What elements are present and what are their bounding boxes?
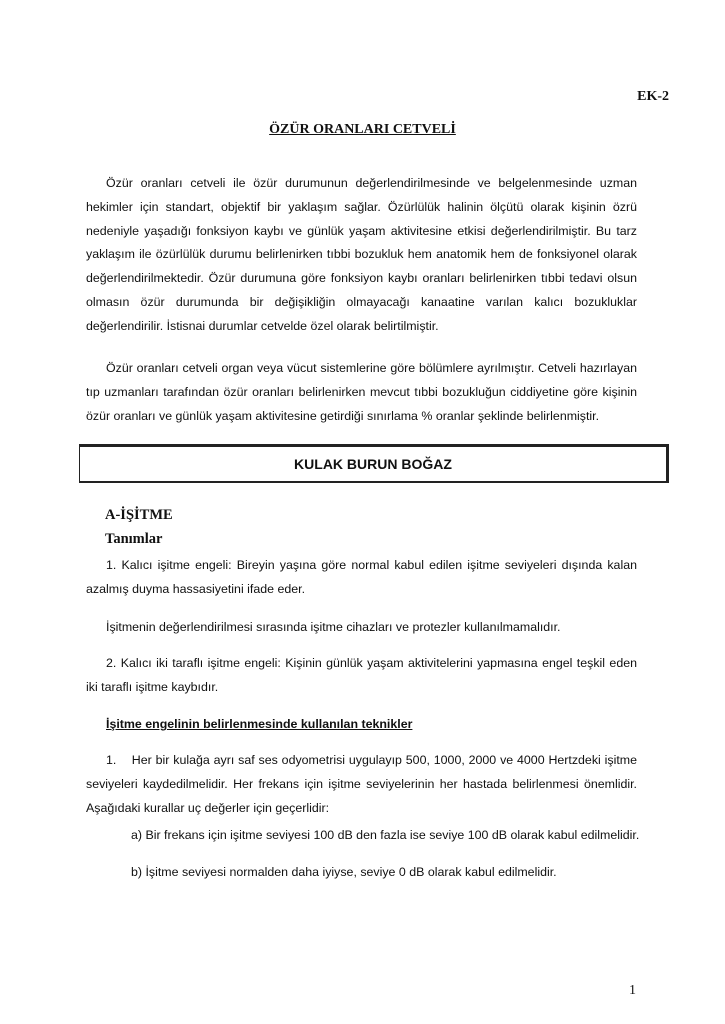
technique-1: 1. Her bir kulağa ayrı saf ses odyometrisi uygulayıp 500, 1000, 2000 ve 4000 Hertzdeki işitme seviyeleri kaydedilmelidir. Her frekans için işitme seviyelerinin her hastada belirlenmesi önemlidir. Aşağıdaki kurallar uç değerler için geçerlidir: bbox=[86, 753, 637, 815]
page-number: 1 bbox=[629, 983, 636, 998]
section-header-box bbox=[79, 444, 669, 483]
document-code: EK-2 bbox=[637, 89, 669, 104]
evaluation-note: İşitmenin değerlendirilmesi sırasında işitme cihazları ve protezler kullanılmamalıdır. bbox=[106, 620, 561, 634]
subsection-title: A-İŞİTME bbox=[105, 507, 173, 523]
definitions-heading: Tanımlar bbox=[105, 531, 163, 547]
section-title: KULAK BURUN BOĞAZ bbox=[294, 456, 452, 472]
definition-1: 1. Kalıcı işitme engeli: Bireyin yaşına göre normal kabul edilen işitme seviyeleri dışında kalan azalmış duyma hassasiyetini ifade eder. bbox=[86, 558, 637, 596]
page-title: ÖZÜR ORANLARI CETVELİ bbox=[269, 122, 456, 137]
intro-paragraph-2: Özür oranları cetveli organ veya vücut sistemlerine göre bölümlere ayrılmıştır. Cetveli hazırlayan tıp uzmanları tarafından özür oranları belirlenirken mevcut tıbbi bozukluğun ciddiyetine göre kişinin özür oranları ve günlük yaşam aktivitesine getirdiği sınırlama % oranlar şeklinde belirlenmiştir. bbox=[86, 361, 637, 423]
definition-2: 2. Kalıcı iki taraflı işitme engeli: Kişinin günlük yaşam aktivitelerini yapmasına engel teşkil eden iki taraflı işitme kaybıdır. bbox=[86, 656, 637, 694]
rule-b: b) İşitme seviyesi normalden daha iyiyse, seviye 0 dB olarak kabul edilmelidir. bbox=[131, 865, 557, 879]
rule-a: a) Bir frekans için işitme seviyesi 100 dB den fazla ise seviye 100 dB olarak kabul edilmelidir. bbox=[131, 828, 640, 842]
intro-paragraph-1: Özür oranları cetveli ile özür durumunun değerlendirilmesinde ve belgelenmesinde uzman hekimler için standart, objektif bir yaklaşım sağlar. Özürlülük halinin ölçütü olarak kişinin özrü nedeniyle yaşadığı fonksiyon kaybı ve günlük yaşam aktivitesine etkisi değerlendirilmiştir. Bu tarz yaklaşım ile özürlülük durumu belirlenirken tıbbi bozukluk hem anatomik hem de fonksiyonel olarak değerlendirilmektedir. Özür durumuna göre fonksiyon kaybı oranları belirlenirken tıbbi tedavi olsun olmasın özür durumunda bir değişikliğin olmayacağı kanaatine varılan kalıcı bozukluklar değerlendirilir. İstisnai durumlar cetvelde özel olarak belirtilmiştir. bbox=[86, 176, 637, 333]
techniques-heading: İşitme engelinin belirlenmesinde kullanılan teknikler bbox=[106, 717, 413, 731]
